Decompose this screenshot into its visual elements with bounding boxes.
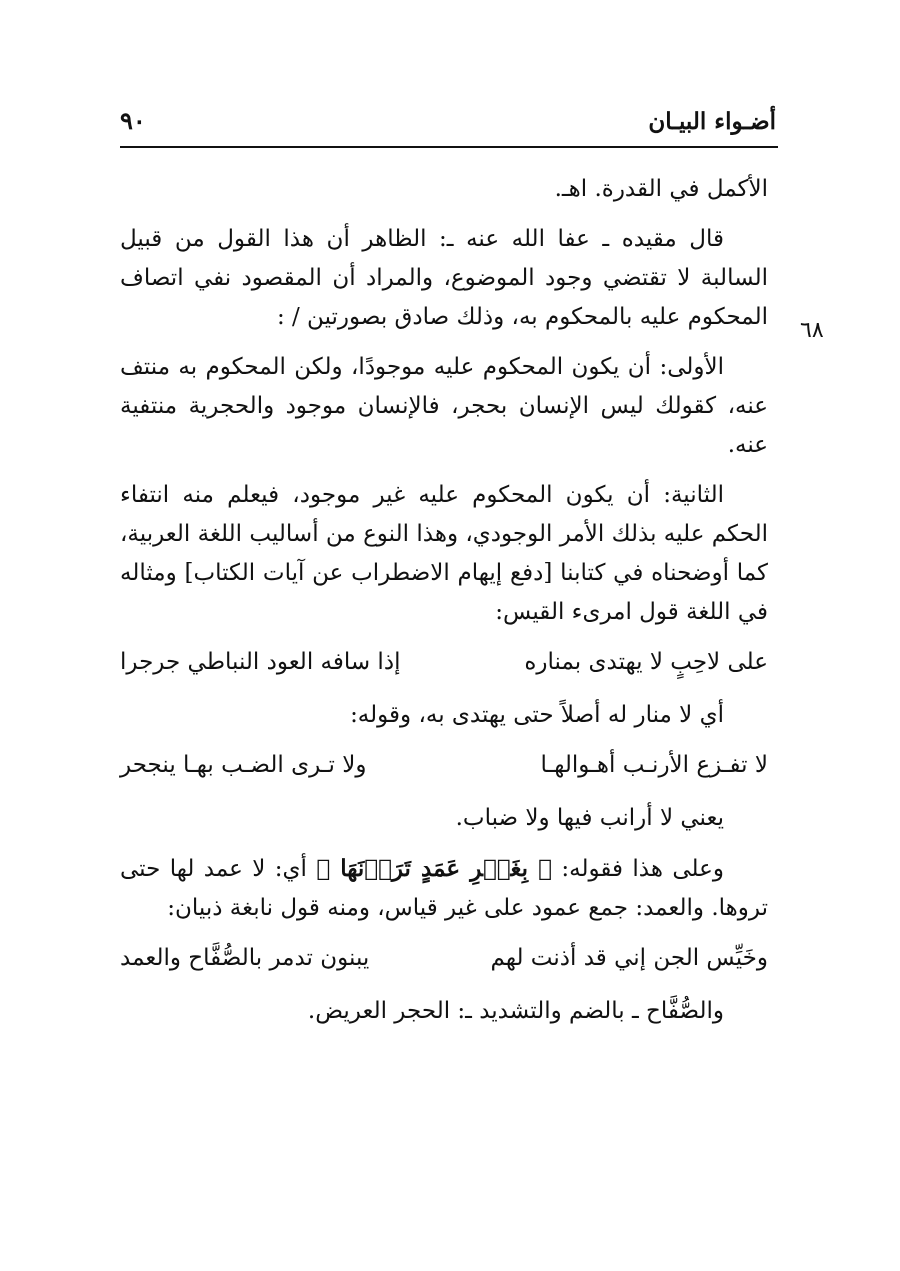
verse-2-second-hemistich: ولا تـرى الضـب بهـا ينجحر [120, 752, 367, 778]
verse-2 [120, 746, 768, 785]
page-body [120, 170, 768, 1042]
paragraph-7 [120, 849, 768, 928]
margin-page-reference: ٦٨ [800, 318, 824, 343]
verse-2-first-hemistich: لا تفـزع الأرنـب أهـوالهـا [540, 752, 768, 778]
paragraph-5: أي لا منار له أصلاً حتى يهتدى به، وقوله: [350, 702, 724, 728]
page-number: ٩٠ [120, 106, 146, 135]
verse-3-second-hemistich: يبنون تدمر بالصُّفَّاح والعمد [120, 945, 370, 971]
verse-1 [120, 643, 768, 682]
paragraph-8: والصُّفَّاح ـ بالضم والتشديد ـ: الحجر العريض. [307, 998, 724, 1024]
verse-3-first-hemistich: وخَيِّس الجن إني قد أذنت لهم [490, 945, 768, 971]
running-title: أضـواء البيـان [648, 108, 776, 135]
paragraph-7-intro: وعلى هذا فقوله: [551, 856, 724, 882]
quran-quote: ﴿ بِغَيۡرِ عَمَدٍ تَرَوۡنَهَا ﴾ [316, 855, 552, 882]
paragraph-4: الثانية: أن يكون المحكوم عليه غير موجود، فيعلم منه انتفاء الحكم عليه بذلك الأمر الوجودي، وهذا النوع من أساليب اللغة العربية، كما أوضحناه في كتابنا [دفع إيهام الاضطراب عن آيات الكتاب] ومثاله في اللغة قول امرىء القيس: [120, 482, 768, 625]
paragraph-2: قال مقيده ـ عفا الله عنه ـ: الظاهر أن هذا القول من قبيل السالبة لا تقتضي وجود الموضوع، والمراد أن المقصود نفي اتصاف المحكوم عليه بالمحكوم به، وذلك صادق بصورتين / : [120, 226, 768, 330]
paragraph-1: الأكمل في القدرة. اهـ. [554, 176, 768, 202]
paragraph-6: يعني لا أرانب فيها ولا ضباب. [455, 805, 724, 831]
paragraph-7-rest: أي: لا عمد لها حتى تروها. والعمد: جمع عمود على غير قياس، ومنه قول نابغة ذبيان: [120, 856, 768, 921]
page-header [120, 102, 778, 148]
verse-1-second-hemistich: إذا سافه العود النباطي جرجرا [120, 649, 401, 675]
verse-1-first-hemistich: على لاحِبٍ لا يهتدى بمناره [524, 649, 768, 675]
verse-3 [120, 939, 768, 978]
paragraph-3: الأولى: أن يكون المحكوم عليه موجودًا، ولكن المحكوم به منتف عنه، كقولك ليس الإنسان بحجر، فالإنسان موجود والحجرية منتفية عنه. [120, 354, 768, 458]
